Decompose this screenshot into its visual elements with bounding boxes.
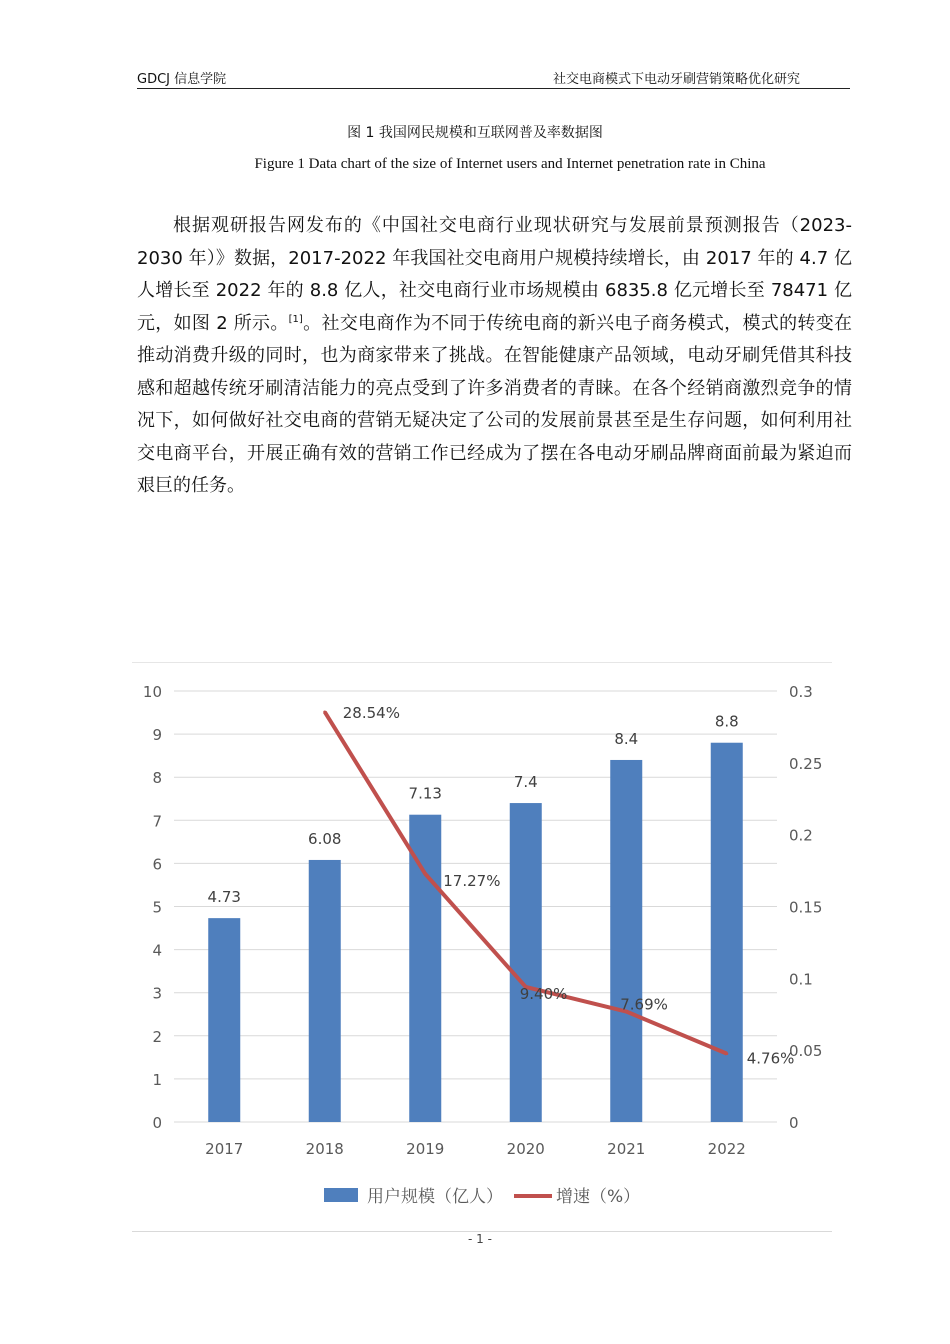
header-title: 社交电商模式下电动牙刷营销策略优化研究 bbox=[552, 72, 800, 87]
bar bbox=[510, 803, 542, 1122]
figure-caption-cn: 图 1 我国网民规模和互联网普及率数据图 bbox=[347, 125, 603, 141]
line-data-label: 28.54% bbox=[342, 703, 400, 722]
paragraph-text-2: 。社交电商作为不同于传统电商的新兴电子商务模式，模式的转变在推动消费升级的同时，也为商家带来了挑战。在智能健康产品领域，电动牙刷凭借其科技感和超越传统牙刷清洁能力的亮点受到了许多消费者的青睐。在各个经销商激烈竞争的情况下，如何做好社交电商的营销无疑决定了公司的发展前景甚至是生存问题，如何利用社交电商平台，开展正确有效的营销工作已经成为了摆在各电动牙刷品牌商面前最为紧迫而艰巨的任务。 bbox=[137, 312, 852, 496]
x-tick-label: 2021 bbox=[607, 1140, 646, 1158]
y-right-tick-label: 0.1 bbox=[789, 970, 813, 989]
y-right-tick-label: 0.05 bbox=[789, 1042, 823, 1061]
line-data-label: 17.27% bbox=[443, 871, 501, 890]
y-right-tick-label: 0.3 bbox=[789, 683, 813, 701]
x-tick-label: 2022 bbox=[707, 1140, 746, 1158]
y-left-tick-label: 6 bbox=[152, 855, 162, 874]
paragraph-text-1: 根据观研报告网发布的《中国社交电商行业现状研究与发展前景预测报告（2023-2030 年）》数据，2017-2022 年我国社交电商用户规模持续增长，由 2017 年的 4.7 亿人增长至 2022 年的 8.8 亿人，社交电商行业市场规模由 6835.8 亿元增长至 78471 亿元，如图 2 所示。 bbox=[137, 215, 852, 334]
line-data-label: 9.40% bbox=[519, 984, 568, 1003]
y-right-tick-label: 0.2 bbox=[789, 826, 813, 845]
line-data-label: 4.76% bbox=[746, 1049, 795, 1068]
y-left-tick-label: 2 bbox=[152, 1027, 162, 1046]
y-left-tick-label: 8 bbox=[152, 769, 162, 788]
x-tick-label: 2019 bbox=[406, 1140, 445, 1158]
bar-data-label: 7.4 bbox=[513, 773, 538, 792]
y-left-tick-label: 9 bbox=[152, 726, 162, 745]
line-point bbox=[725, 1052, 728, 1055]
bar bbox=[409, 815, 441, 1122]
y-left-tick-label: 7 bbox=[152, 812, 162, 831]
line-point bbox=[323, 710, 326, 713]
bar bbox=[711, 743, 743, 1122]
combo-chart bbox=[132, 663, 832, 1231]
bar-data-label: 4.73 bbox=[207, 888, 241, 907]
legend-line-label: 增速（%） bbox=[556, 1187, 641, 1207]
page-header bbox=[137, 66, 850, 89]
legend-bar-swatch bbox=[324, 1188, 358, 1202]
y-left-tick-label: 0 bbox=[152, 1114, 162, 1132]
y-left-tick-label: 3 bbox=[152, 984, 162, 1003]
figure-caption-en: Figure 1 Data chart of the size of Internet users and Internet penetration rate in China bbox=[254, 156, 766, 172]
bar bbox=[610, 760, 642, 1122]
y-left-tick-label: 5 bbox=[152, 898, 162, 917]
legend-bar-label: 用户规模（亿人） bbox=[367, 1187, 503, 1207]
y-left-tick-label: 10 bbox=[142, 683, 162, 701]
page-number: - 1 - bbox=[468, 1232, 492, 1246]
bar-data-label: 8.4 bbox=[614, 729, 639, 748]
bar-data-label: 7.13 bbox=[408, 784, 442, 803]
y-left-tick-label: 1 bbox=[152, 1070, 162, 1089]
y-left-tick-label: 4 bbox=[152, 941, 162, 960]
line-point bbox=[424, 872, 427, 875]
x-tick-label: 2020 bbox=[506, 1140, 545, 1158]
bar-data-label: 8.8 bbox=[714, 712, 739, 731]
y-right-tick-label: 0.25 bbox=[789, 754, 823, 773]
bar bbox=[208, 918, 240, 1122]
bar bbox=[309, 860, 341, 1122]
bar-data-label: 6.08 bbox=[308, 829, 342, 848]
chart-container bbox=[132, 662, 832, 1232]
citation-ref[interactable]: [1] bbox=[288, 313, 303, 325]
y-right-tick-label: 0 bbox=[789, 1114, 799, 1132]
x-tick-label: 2017 bbox=[205, 1140, 244, 1158]
x-tick-label: 2018 bbox=[305, 1140, 344, 1158]
line-data-label: 7.69% bbox=[620, 995, 668, 1014]
y-right-tick-label: 0.15 bbox=[789, 898, 823, 917]
header-institution: GDCJ 信息学院 bbox=[137, 72, 227, 87]
body-paragraph bbox=[137, 210, 852, 503]
